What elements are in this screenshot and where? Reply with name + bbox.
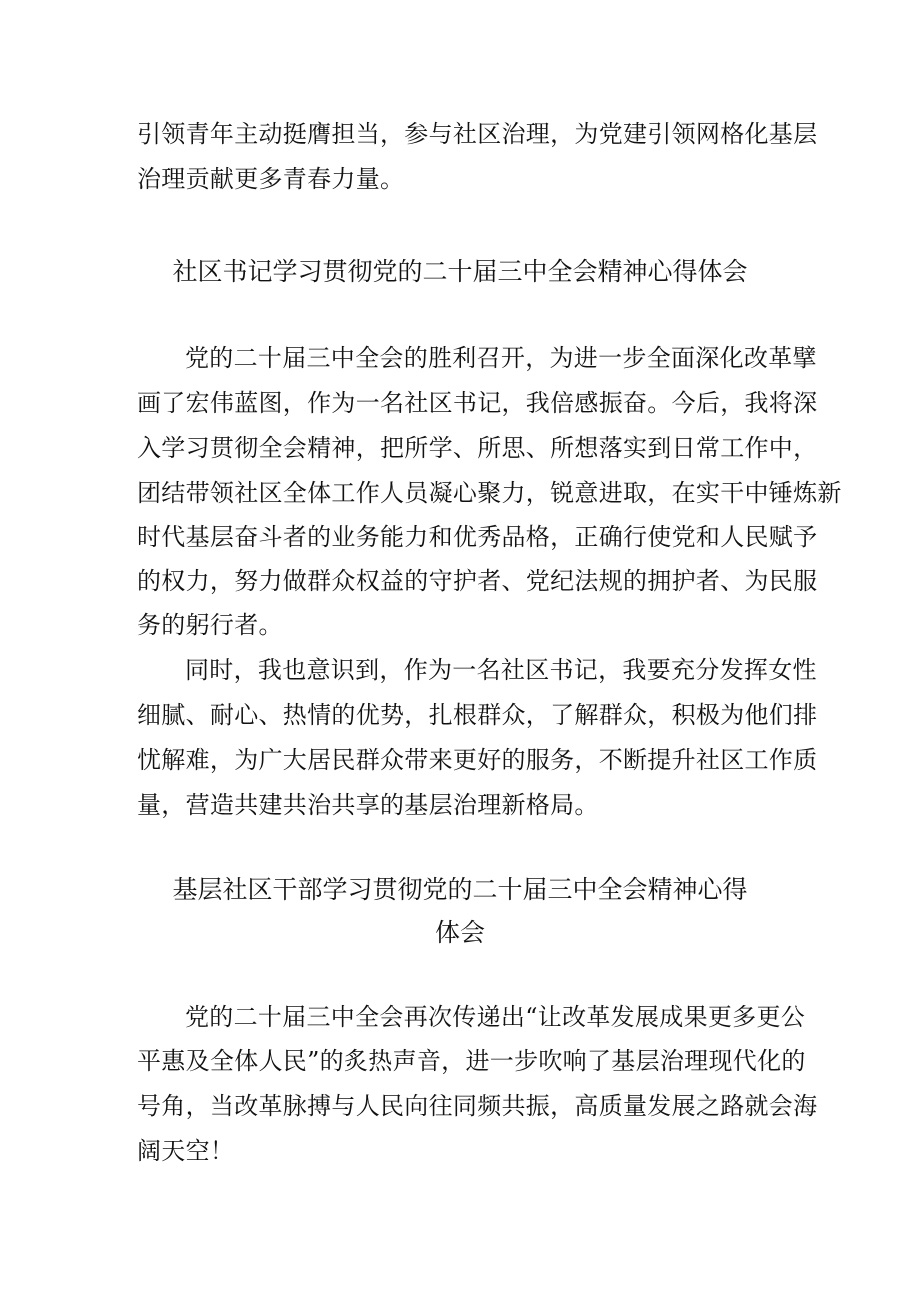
s2-p1-line-1: 党的二十届三中全会再次传递出“让改革发展成果更多更公: [185, 1003, 806, 1031]
s1-p2-line-4: 量，营造共建共治共享的基层治理新格局。: [137, 791, 599, 819]
s1-p1-line-2: 画了宏伟蓝图，作为一名社区书记，我倍感振奋。今后，我将深: [137, 389, 818, 417]
s1-p2-line-3: 忧解难，为广大居民群众带来更好的服务，不断提升社区工作质: [137, 746, 818, 774]
s2-p1-line-4: 阔天空！: [137, 1137, 235, 1165]
s1-p2-line-2: 细腻、耐心、热情的优势，扎根群众，了解群众，积极为他们排: [137, 701, 818, 729]
continuation-line-2: 治理贡献更多青春力量。: [137, 165, 405, 193]
s1-p1-line-7: 务的躬行者。: [137, 611, 283, 639]
section-1-title: 社区书记学习贯彻党的二十届三中全会精神心得体会: [172, 257, 748, 286]
section-2-title-line-1: 基层社区干部学习贯彻党的二十届三中全会精神心得: [172, 875, 748, 904]
s2-p1-line-2: 平惠及全体人民”的炙热声音，进一步吹响了基层治理现代化的: [137, 1047, 806, 1075]
s1-p1-line-1: 党的二十届三中全会的胜利召开，为进一步全面深化改革擘: [185, 344, 817, 372]
s1-p1-line-3: 入学习贯彻全会精神，把所学、所思、所想落实到日常工作中，: [137, 434, 818, 462]
s1-p1-line-5: 时代基层奋斗者的业务能力和优秀品格，正确行使党和人民赋予: [137, 523, 818, 551]
continuation-line-1: 引领青年主动挺膺担当，参与社区治理，为党建引领网格化基层: [137, 120, 818, 148]
s1-p1-line-4: 团结带领社区全体工作人员凝心聚力，锐意进取，在实干中锤炼新: [137, 479, 842, 507]
s1-p1-line-6: 的权力，努力做群众权益的守护者、党纪法规的拥护者、为民服: [137, 567, 818, 595]
section-2-title-line-2: 体会: [434, 918, 485, 947]
s2-p1-line-3: 号角，当改革脉搏与人民向往同频共振，高质量发展之路就会海: [137, 1092, 818, 1120]
s1-p2-line-1: 同时，我也意识到，作为一名社区书记，我要充分发挥女性: [185, 656, 817, 684]
